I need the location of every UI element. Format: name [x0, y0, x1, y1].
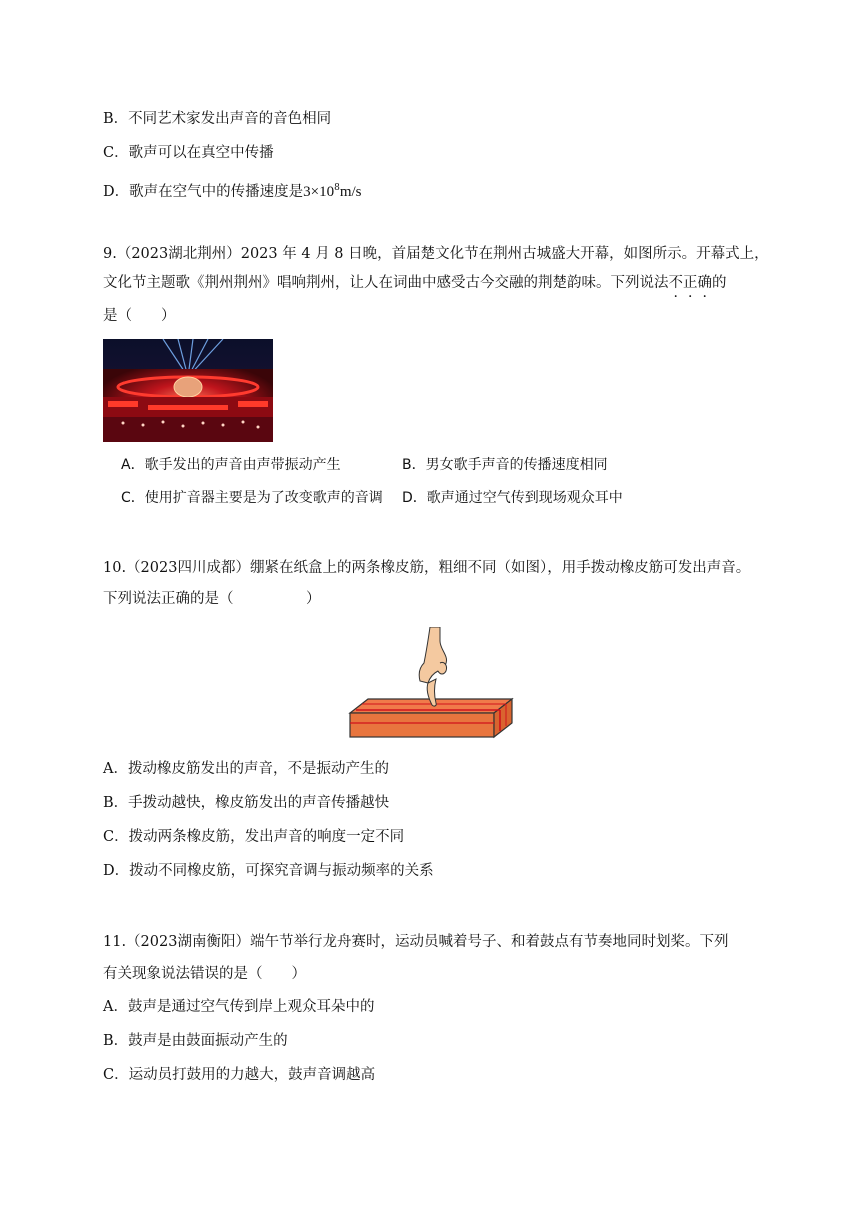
q9-emphasis-char-2: 正 — [683, 275, 698, 291]
q8-option-d — [103, 178, 362, 202]
q8-option-d-exp: 8 — [334, 183, 340, 193]
q9-stem-line2-pre: 文化节主题歌《荆州荆州》唱响荆州，让人在词曲中感受古今交融的荆楚韵味。下列说法 — [103, 275, 669, 291]
q8-option-c: C．歌声可以在真空中传播 — [103, 145, 274, 161]
q8-option-b: B．不同艺术家发出声音的音色相同 — [103, 111, 332, 127]
q8-option-d-text: D．歌声在空气中的传播速度是 — [103, 184, 304, 200]
q11-option-b: B．鼓声是由鼓面振动产生的 — [103, 1033, 288, 1049]
q11-stem-line1: 11.（2023湖南衡阳）端午节举行龙舟赛时，运动员喊着号子、和着鼓点有节奏地同时划桨。下列 — [103, 934, 729, 950]
q10-stem-line2: 下列说法正确的是（ ） — [103, 591, 321, 607]
q9-emphasis-char-1: 不 — [668, 275, 683, 291]
q8-option-d-base: 3×10 — [303, 184, 335, 200]
rubber-band-box-figure — [348, 627, 516, 739]
q9-option-d: D．歌声通过空气传到现场观众耳中 — [402, 490, 623, 506]
q10-option-b: B．手拨动越快，橡皮筋发出的声音传播越快 — [103, 795, 390, 811]
q9-option-a: A．歌手发出的声音由声带振动产生 — [121, 457, 341, 473]
q10-stem-line1: 10.（2023四川成都）绷紧在纸盒上的两条橡皮筋，粗细不同（如图），用手拨动橡皮筋可发出声音。 — [103, 560, 751, 576]
q9-stem-line3: 是（ ） — [103, 308, 176, 324]
q10-option-a: A．拨动橡皮筋发出的声音，不是振动产生的 — [103, 761, 389, 777]
q11-option-c: C．运动员打鼓用的力越大，鼓声音调越高 — [103, 1067, 376, 1083]
q10-option-d: D．拨动不同橡皮筋，可探究音调与振动频率的关系 — [103, 863, 434, 879]
q11-option-a: A．鼓声是通过空气传到岸上观众耳朵中的 — [103, 999, 375, 1015]
q9-option-c: C．使用扩音器主要是为了改变歌声的音调 — [121, 490, 383, 506]
q9-emphasis-char-3: 确 — [697, 275, 712, 291]
q9-stem-line2 — [103, 273, 727, 293]
q10-option-c: C．拨动两条橡皮筋，发出声音的响度一定不同 — [103, 829, 405, 845]
stage-photo — [103, 339, 273, 442]
q9-stem-line1: 9.（2023湖北荆州）2023 年 4 月 8 日晚，首届楚文化节在荆州古城盛大开幕，如图所示。开幕式上， — [103, 246, 769, 262]
q11-stem-line2: 有关现象说法错误的是（ ） — [103, 966, 306, 982]
q9-stem-line2-post: 的 — [712, 275, 727, 291]
q8-option-d-unit: m/s — [339, 184, 362, 200]
q9-option-b: B．男女歌手声音的传播速度相同 — [402, 457, 608, 473]
